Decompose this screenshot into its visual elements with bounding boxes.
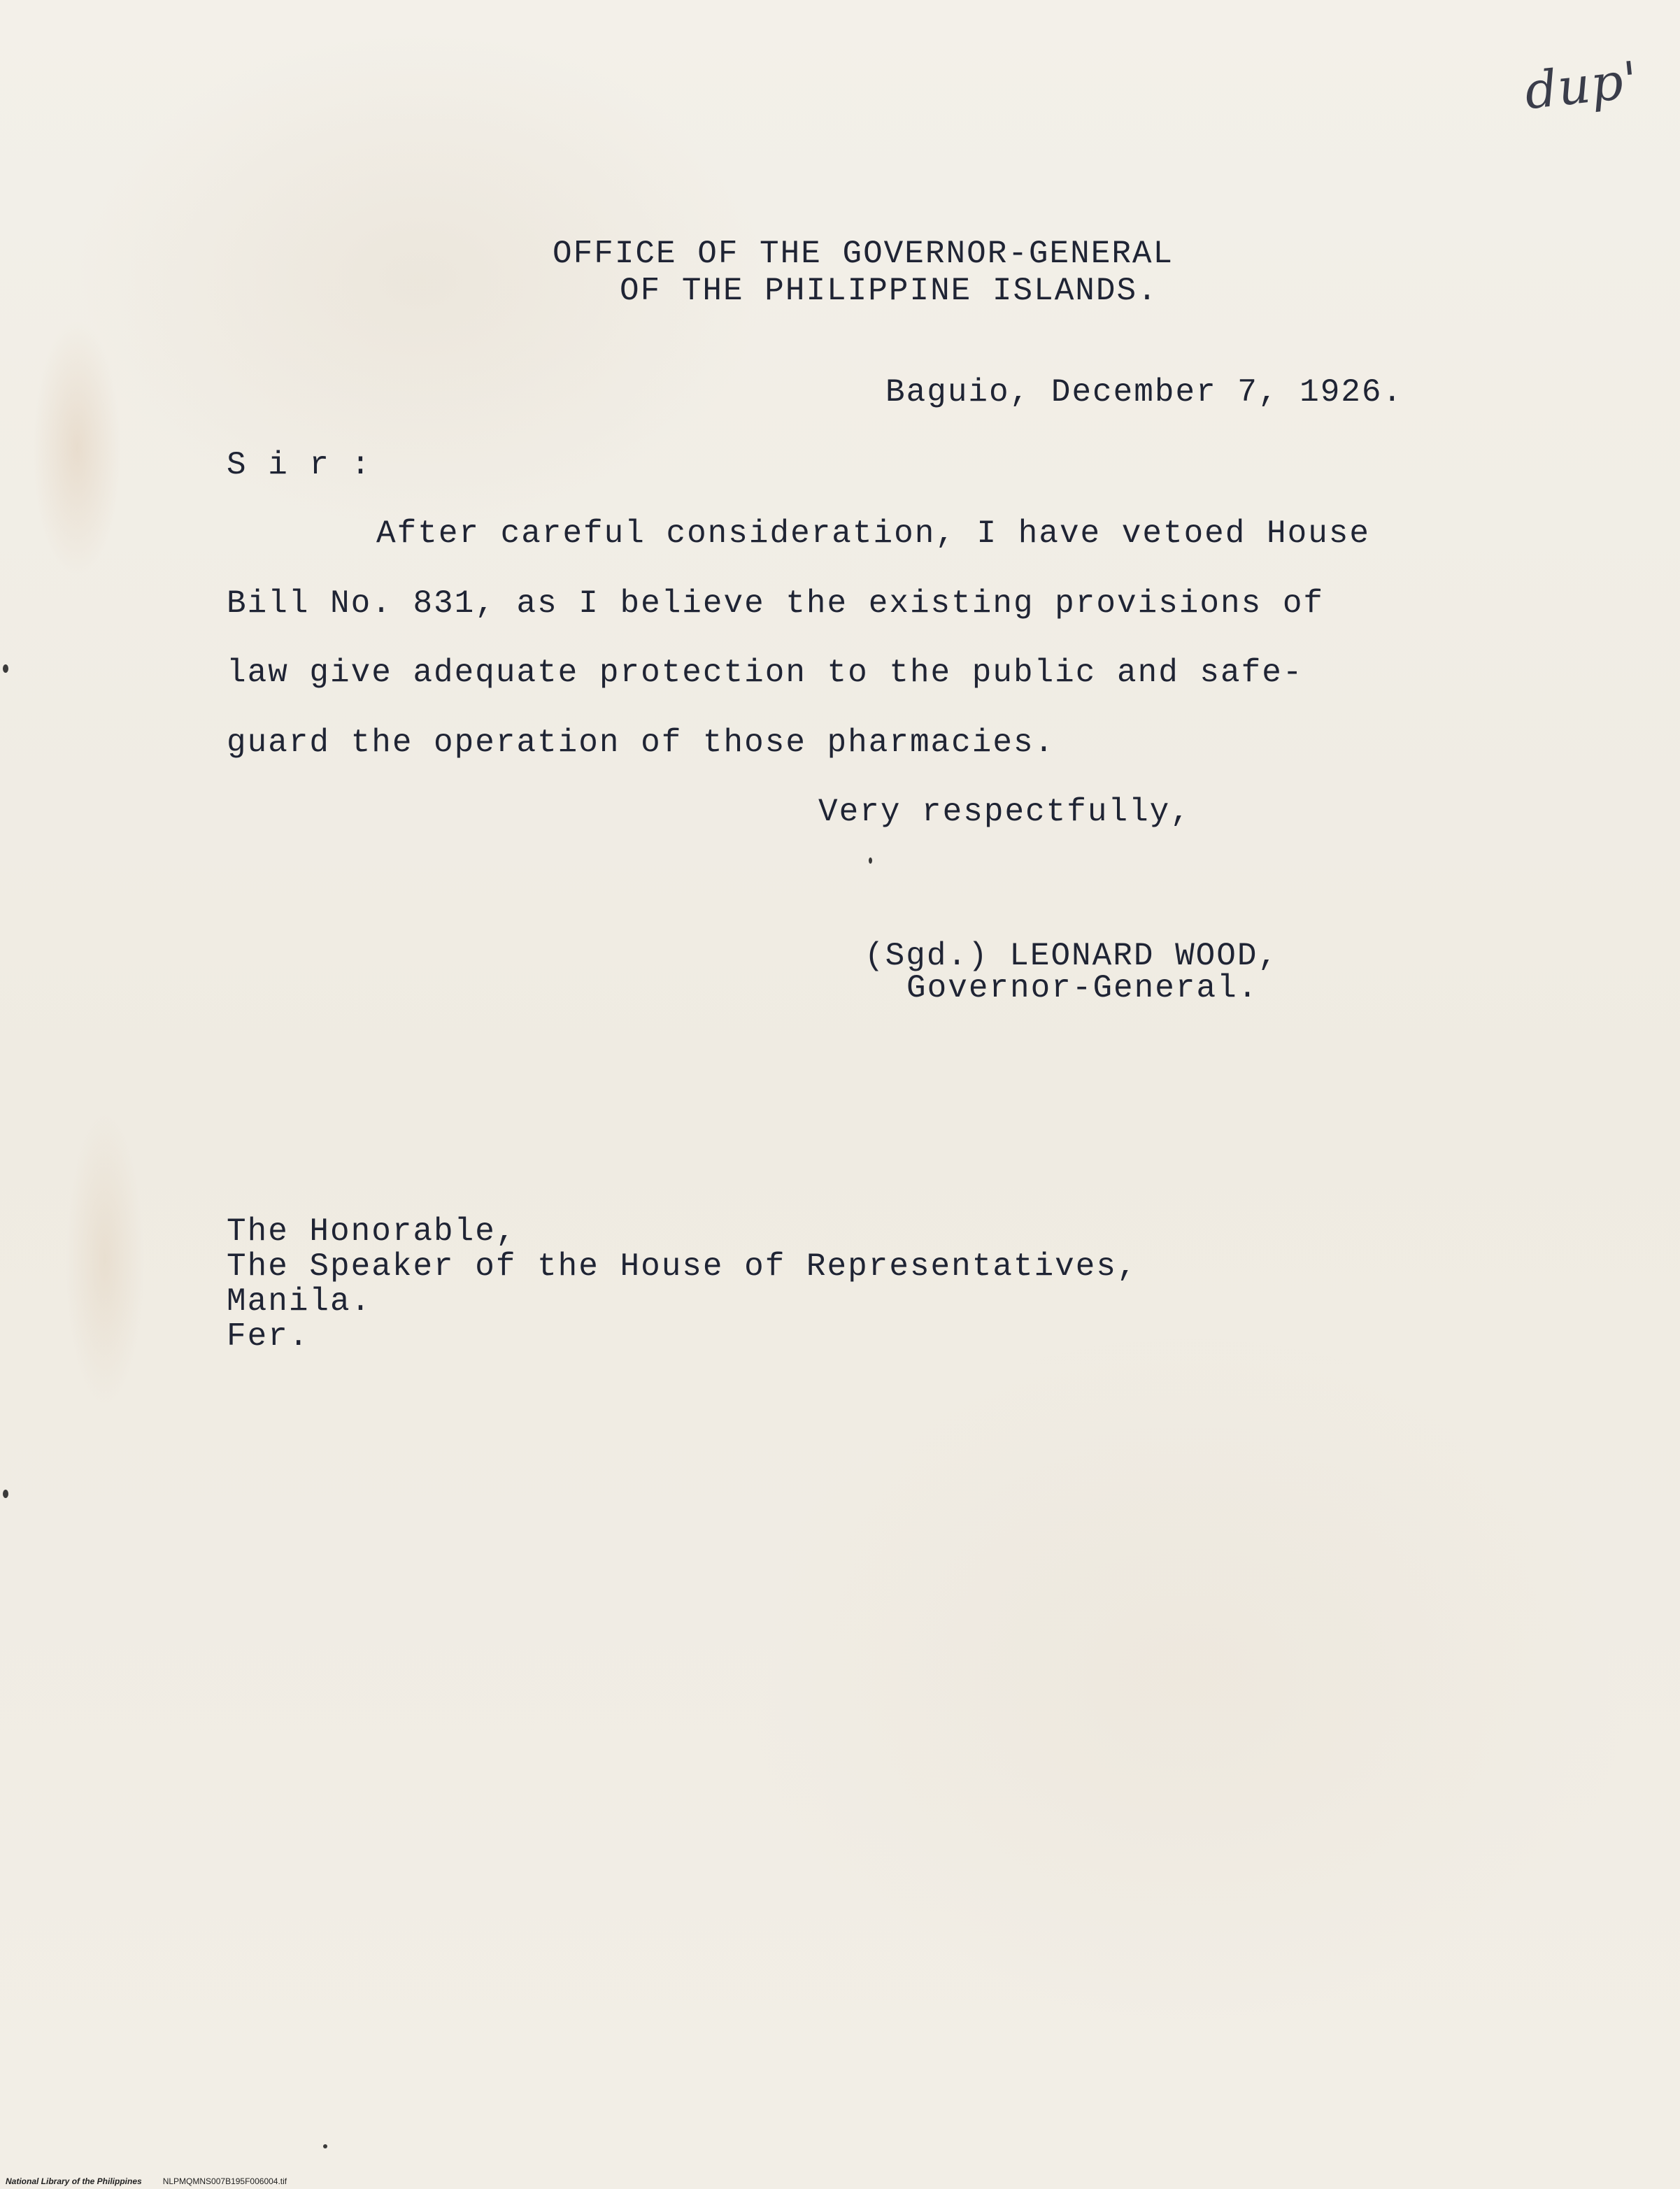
letter-date: Baguio, December 7, 1926.	[885, 374, 1404, 411]
body-line-4: guard the operation of those pharmacies.	[227, 725, 1055, 761]
handwritten-annotation: dup'	[1522, 50, 1642, 121]
paper-speck	[323, 2144, 327, 2148]
recipient-line-2: The Speaker of the House of Representatives,	[227, 1248, 1138, 1285]
recipient-line-3: Manila.	[227, 1283, 372, 1320]
signature-title: Governor-General.	[906, 970, 1259, 1006]
recipient-line-4: Fer.	[227, 1318, 310, 1355]
body-line-1: After careful consideration, I have vetoed House	[376, 515, 1371, 552]
footer-library: National Library of the Philippines	[6, 2176, 142, 2186]
footer-file-code: NLPMQMNS007B195F006004.tif	[162, 2176, 287, 2186]
body-line-3: law give adequate protection to the public and safe-	[227, 655, 1304, 691]
salutation: S i r :	[227, 447, 372, 483]
closing: Very respectfully,	[818, 794, 1191, 830]
letterhead-line-2: OF THE PHILIPPINE ISLANDS.	[620, 273, 1158, 309]
body-line-2: Bill No. 831, as I believe the existing provisions of	[227, 585, 1325, 622]
paper-speck	[3, 664, 8, 673]
archive-footer	[6, 2176, 287, 2186]
signature-name: (Sgd.) LEONARD WOOD,	[864, 938, 1279, 974]
recipient-line-1: The Honorable,	[227, 1213, 517, 1250]
paper-speck	[3, 1490, 8, 1498]
paper-speck	[869, 857, 872, 864]
letterhead-line-1: OFFICE OF THE GOVERNOR-GENERAL	[553, 236, 1174, 272]
